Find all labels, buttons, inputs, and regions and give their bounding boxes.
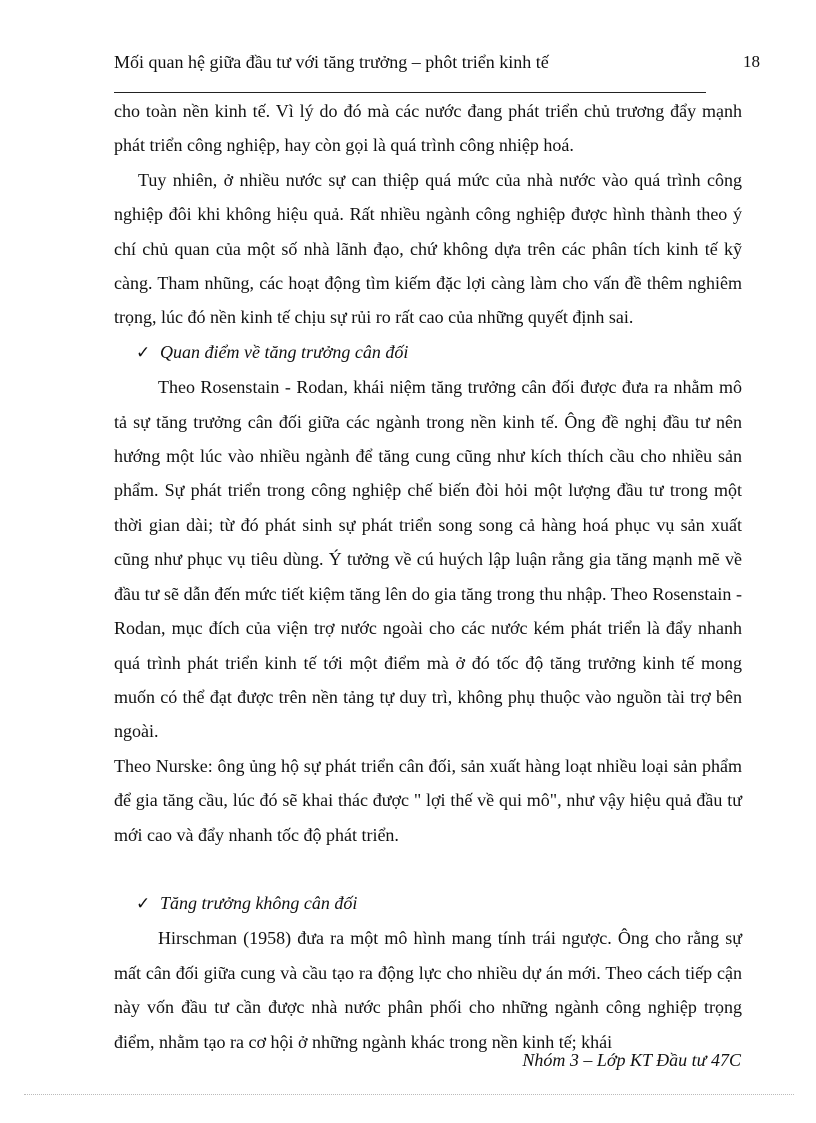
footer-rule <box>24 1094 794 1095</box>
subheading-text: Quan điểm về tăng trưởng cân đối <box>160 341 409 362</box>
spacer <box>114 852 742 886</box>
checkmark-icon: ✓ <box>136 893 151 914</box>
subheading-balanced-growth <box>114 335 742 370</box>
page-number: 18 <box>743 52 760 71</box>
subheading-text: Tăng trưởng không cân đối <box>160 892 358 913</box>
page-body <box>114 94 742 1059</box>
checkmark-icon: ✓ <box>136 342 151 363</box>
paragraph-hirschman: Hirschman (1958) đưa ra một mô hình mang tính trái ngược. Ông cho rằng sự mất cân đối giữa cung và cầu tạo ra động lực cho nhiều dự án mới. Theo cách tiếp cận này vốn đầu tư cần được nhà nước phân phối cho những ngành công nghiệp trọng điểm, nhằm tạo ra cơ hội ở những ngành khác trong nền kinh tế; khái <box>114 928 742 1052</box>
subheading-unbalanced-growth <box>114 886 742 921</box>
paragraph-nurske: Theo Nurske: ông ủng hộ sự phát triển cân đối, sản xuất hàng loạt nhiều loại sản phẩm để gia tăng cầu, lúc đó sẽ khai thác được " lợi thế về qui mô", như vậy hiệu quả đầu tư mới cao và đẩy nhanh tốc độ phát triển. <box>114 755 742 845</box>
page-header <box>114 52 760 78</box>
paragraph-continuation: cho toàn nền kinh tế. Vì lý do đó mà các nước đang phát triển chủ trương đẩy mạnh phát triển công nghiệp, hay còn gọi là quá trình công nhiệp hoá. <box>114 101 742 156</box>
page-footer: Nhóm 3 – Lớp KT Đầu tư 47C <box>522 1050 741 1070</box>
header-rule <box>114 92 706 93</box>
paragraph-rosenstain: Theo Rosenstain - Rodan, khái niệm tăng trưởng cân đối được đưa ra nhằm mô tả sự tăng trưởng cân đối giữa các ngành trong nền kinh tế. Ông đề nghị đầu tư nên hướng một lúc vào nhiều ngành để tăng cung cũng như kích thích cầu cho nhiều sản phẩm. Sự phát triển trong công nghiệp chế biến đòi hỏi một lượng đầu tư trong một thời gian dài; từ đó phát sinh sự phát triển song song cả hàng hoá phục vụ sản xuất cũng như phục vụ tiêu dùng. Ý tưởng về cú huých lập luận rằng gia tăng mạnh mẽ về đầu tư sẽ dẫn đến mức tiết kiệm tăng lên do gia tăng trong thu nhập. Theo Rosenstain - Rodan, mục đích của viện trợ nước ngoài cho các nước kém phát triển là đẩy nhanh quá trình phát triển kinh tế tới một điểm mà ở đó tốc độ tăng trưởng kinh tế mong muốn có thể đạt được trên nền tảng tự duy trì, không phụ thuộc vào nguồn tài trợ bên ngoài. <box>114 377 742 742</box>
paragraph-intervention: Tuy nhiên, ở nhiều nước sự can thiệp quá mức của nhà nước vào quá trình công nghiệp đôi khi không hiệu quả. Rất nhiều ngành công nghiệp được hình thành theo ý chí chủ quan của một số nhà lãnh đạo, chứ không dựa trên các phân tích kinh tế kỹ càng. Tham nhũng, các hoạt động tìm kiếm đặc lợi càng làm cho vấn đề thêm nghiêm trọng, lúc đó nền kinh tế chịu sự rủi ro rất cao của những quyết định sai. <box>114 169 742 328</box>
header-title: Mối quan hệ giữa đầu tư với tăng trưởng – phôt triển kinh tế <box>114 52 549 72</box>
